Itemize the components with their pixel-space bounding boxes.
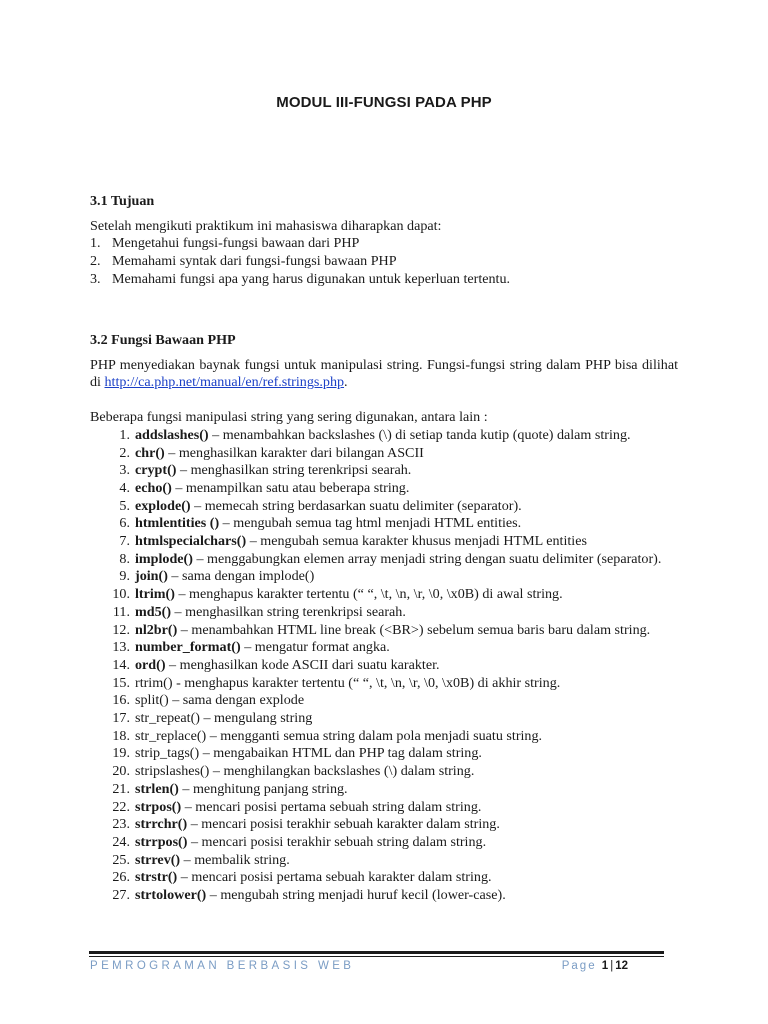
list-item: 1. Mengetahui fungsi-fungsi bawaan dari PHP [90,235,360,252]
function-description: – sama dengan implode() [167,568,315,585]
function-description: – menghapus karakter tertentu (“ “, \t, \n, \r, \0, \x0B) di awal string. [174,586,563,603]
objectives-list [90,235,678,288]
function-name: strrpos() [135,833,188,850]
function-description: stripslashes() – menghilangkan backslashes (\) dalam string. [135,763,475,780]
section-paragraph: PHP menyediakan baynak fungsi untuk manipulasi string. Fungsi-fungsi string dalam PHP bisa dilihat di http://ca.php.net/manual/en/ref.strings.php. [90,356,678,391]
function-item: 16. split() – sama dengan explode [112,692,305,709]
footer-rule-thin [89,956,664,957]
function-name: md5() [135,603,172,620]
list-item: 2. Memahami syntak dari fungsi-fungsi bawaan PHP [90,253,397,270]
function-description: – menghasilkan string terenkripsi searah. [176,462,412,479]
function-item: 10. ltrim() – menghapus karakter tertentu (“ “, \t, \n, \r, \0, \x0B) di awal string. [112,586,563,603]
total-pages: 12 [615,960,628,972]
function-name: strrchr() [135,816,188,833]
function-description: – mencari posisi pertama sebuah string dalam string. [181,798,482,815]
function-item: 12. nl2br() – menambahkan HTML line break (<BR>) sebelum semua baris baru dalam string. [112,621,651,638]
section-heading: 3.2 Fungsi Bawaan PHP [90,332,236,348]
function-item: 27. strtolower() – mengubah string menjadi huruf kecil (lower-case). [112,887,506,904]
function-item: 2. chr() – menghasilkan karakter dari bilangan ASCII [119,444,424,461]
function-item: 25. strrev() – membalik string. [112,851,290,868]
function-name: strtolower() [135,887,207,904]
functions-list [90,427,678,905]
function-item: 24. strrpos() – mencari posisi terakhir sebuah string dalam string. [112,833,487,850]
function-name: implode() [135,550,193,567]
function-name: explode() [135,497,191,514]
function-description: str_repeat() – mengulang string [135,710,313,727]
function-item: 14. ord() – menghasilkan kode ASCII dari suatu karakter. [112,656,440,673]
function-item: 15. rtrim() - menghapus karakter tertentu (“ “, \t, \n, \r, \0, \x0B) di akhir string. [112,674,561,691]
footer-page-info [562,960,628,972]
function-name: strrev() [135,851,181,868]
function-item: 8. implode() – menggabungkan elemen array menjadi string dengan suatu delimiter (separator). [119,550,662,567]
function-item: 18. str_replace() – mengganti semua string dalam pola menjadi suatu string. [112,727,543,744]
function-description: – menampilkan satu atau beberapa string. [171,479,410,496]
function-item: 7. htmlspecialchars() – mengubah semua karakter khusus menjadi HTML entities [119,533,587,550]
function-description: – mencari posisi pertama sebuah karakter dalam string. [177,869,492,886]
function-description: – mencari posisi terakhir sebuah karakter dalam string. [187,816,500,833]
function-description: strip_tags() – mengabaikan HTML dan PHP tag dalam string. [135,745,482,762]
function-name: crypt() [135,462,177,479]
function-name: htmlentities () [135,515,220,532]
function-description: – mencari posisi terakhir sebuah string dalam string. [187,833,487,850]
function-item: 23. strrchr() – mencari posisi terakhir sebuah karakter dalam string. [112,816,500,833]
function-name: strstr() [135,869,178,886]
function-item: 4. echo() – menampilkan satu atau beberapa string. [119,479,410,496]
function-description: – menghasilkan kode ASCII dari suatu karakter. [165,656,440,673]
function-item: 13. number_format() – mengatur format angka. [112,639,390,656]
function-item: 19. strip_tags() – mengabaikan HTML dan PHP tag dalam string. [112,745,482,762]
function-description: – mengubah string menjadi huruf kecil (lower-case). [206,887,506,904]
section-fungsi-bawaan [90,332,678,905]
function-description: – membalik string. [180,851,290,868]
function-name: join() [135,568,168,585]
function-item: 21. strlen() – menghitung panjang string. [112,780,348,797]
page-label: Page [561,960,597,972]
function-name: chr() [135,444,165,461]
page-separator: | [610,960,614,972]
function-item: 5. explode() – memecah string berdasarkan suatu delimiter (separator). [119,497,522,514]
function-item: 20. stripslashes() – menghilangkan backslashes (\) dalam string. [112,763,475,780]
function-description: – mengubah semua karakter khusus menjadi HTML entities [246,533,587,550]
function-item: 22. strpos() – mencari posisi pertama sebuah string dalam string. [112,798,482,815]
page-title: MODUL III-FUNGSI PADA PHP [276,94,492,111]
function-item: 17. str_repeat() – mengulang string [112,710,313,727]
function-name: echo() [135,479,172,496]
function-description: – mengatur format angka. [240,639,390,656]
function-item: 26. strstr() – mencari posisi pertama sebuah karakter dalam string. [112,869,492,886]
function-item: 11. md5() – menghasilkan string terenkripsi searah. [112,603,406,620]
function-name: strlen() [135,780,179,797]
function-item: 6. htmlentities () – mengubah semua tag html menjadi HTML entities. [119,515,522,532]
function-name: addslashes() [135,426,209,443]
function-description: split() – sama dengan explode [135,692,305,709]
function-description: – menghasilkan string terenkripsi searah. [171,603,406,620]
list-item: 3. Memahami fungsi apa yang harus digunakan untuk keperluan tertentu. [90,270,511,287]
function-description: – mengubah semua tag html menjadi HTML entities. [219,515,522,532]
footer-rule-thick [89,951,664,954]
function-name: ord() [135,656,166,673]
function-item: 9. join() – sama dengan implode() [119,568,315,585]
section-heading: 3.1 Tujuan [90,193,155,209]
php-manual-link[interactable]: http://ca.php.net/manual/en/ref.strings.php [104,374,345,391]
function-description: rtrim() - menghapus karakter tertentu (“ “, \t, \n, \r, \0, \x0B) di akhir string. [135,674,561,691]
function-description: – menghitung panjang string. [178,780,348,797]
footer-course-name: PEMROGRAMAN BERBASIS WEB [90,960,355,972]
function-description: – menggabungkan elemen array menjadi string dengan suatu delimiter (separator). [192,550,662,567]
function-name: strpos() [135,798,182,815]
function-description: – menambahkan backslashes (\) di setiap tanda kutip (quote) dalam string. [208,426,631,443]
function-name: number_format() [135,639,241,656]
function-item: 1. addslashes() – menambahkan backslashes (\) di setiap tanda kutip (quote) dalam string. [119,426,631,443]
function-name: nl2br() [135,621,178,638]
function-item: 3. crypt() – menghasilkan string terenkripsi searah. [119,462,412,479]
section-tujuan [90,193,678,289]
page-number: 1 [601,960,609,972]
function-name: htmlspecialchars() [135,533,247,550]
function-description: str_replace() – mengganti semua string dalam pola menjadi suatu string. [135,727,543,744]
section-intro: Setelah mengikuti praktikum ini mahasiswa diharapkan dapat: [90,217,442,234]
function-description: – menghasilkan karakter dari bilangan ASCII [164,444,424,461]
function-description: – memecah string berdasarkan suatu delimiter (separator). [190,497,522,514]
function-description: – menambahkan HTML line break (<BR>) sebelum semua baris baru dalam string. [177,621,651,638]
function-name: ltrim() [135,586,175,603]
list-intro: Beberapa fungsi manipulasi string yang sering digunakan, antara lain : [90,409,488,426]
